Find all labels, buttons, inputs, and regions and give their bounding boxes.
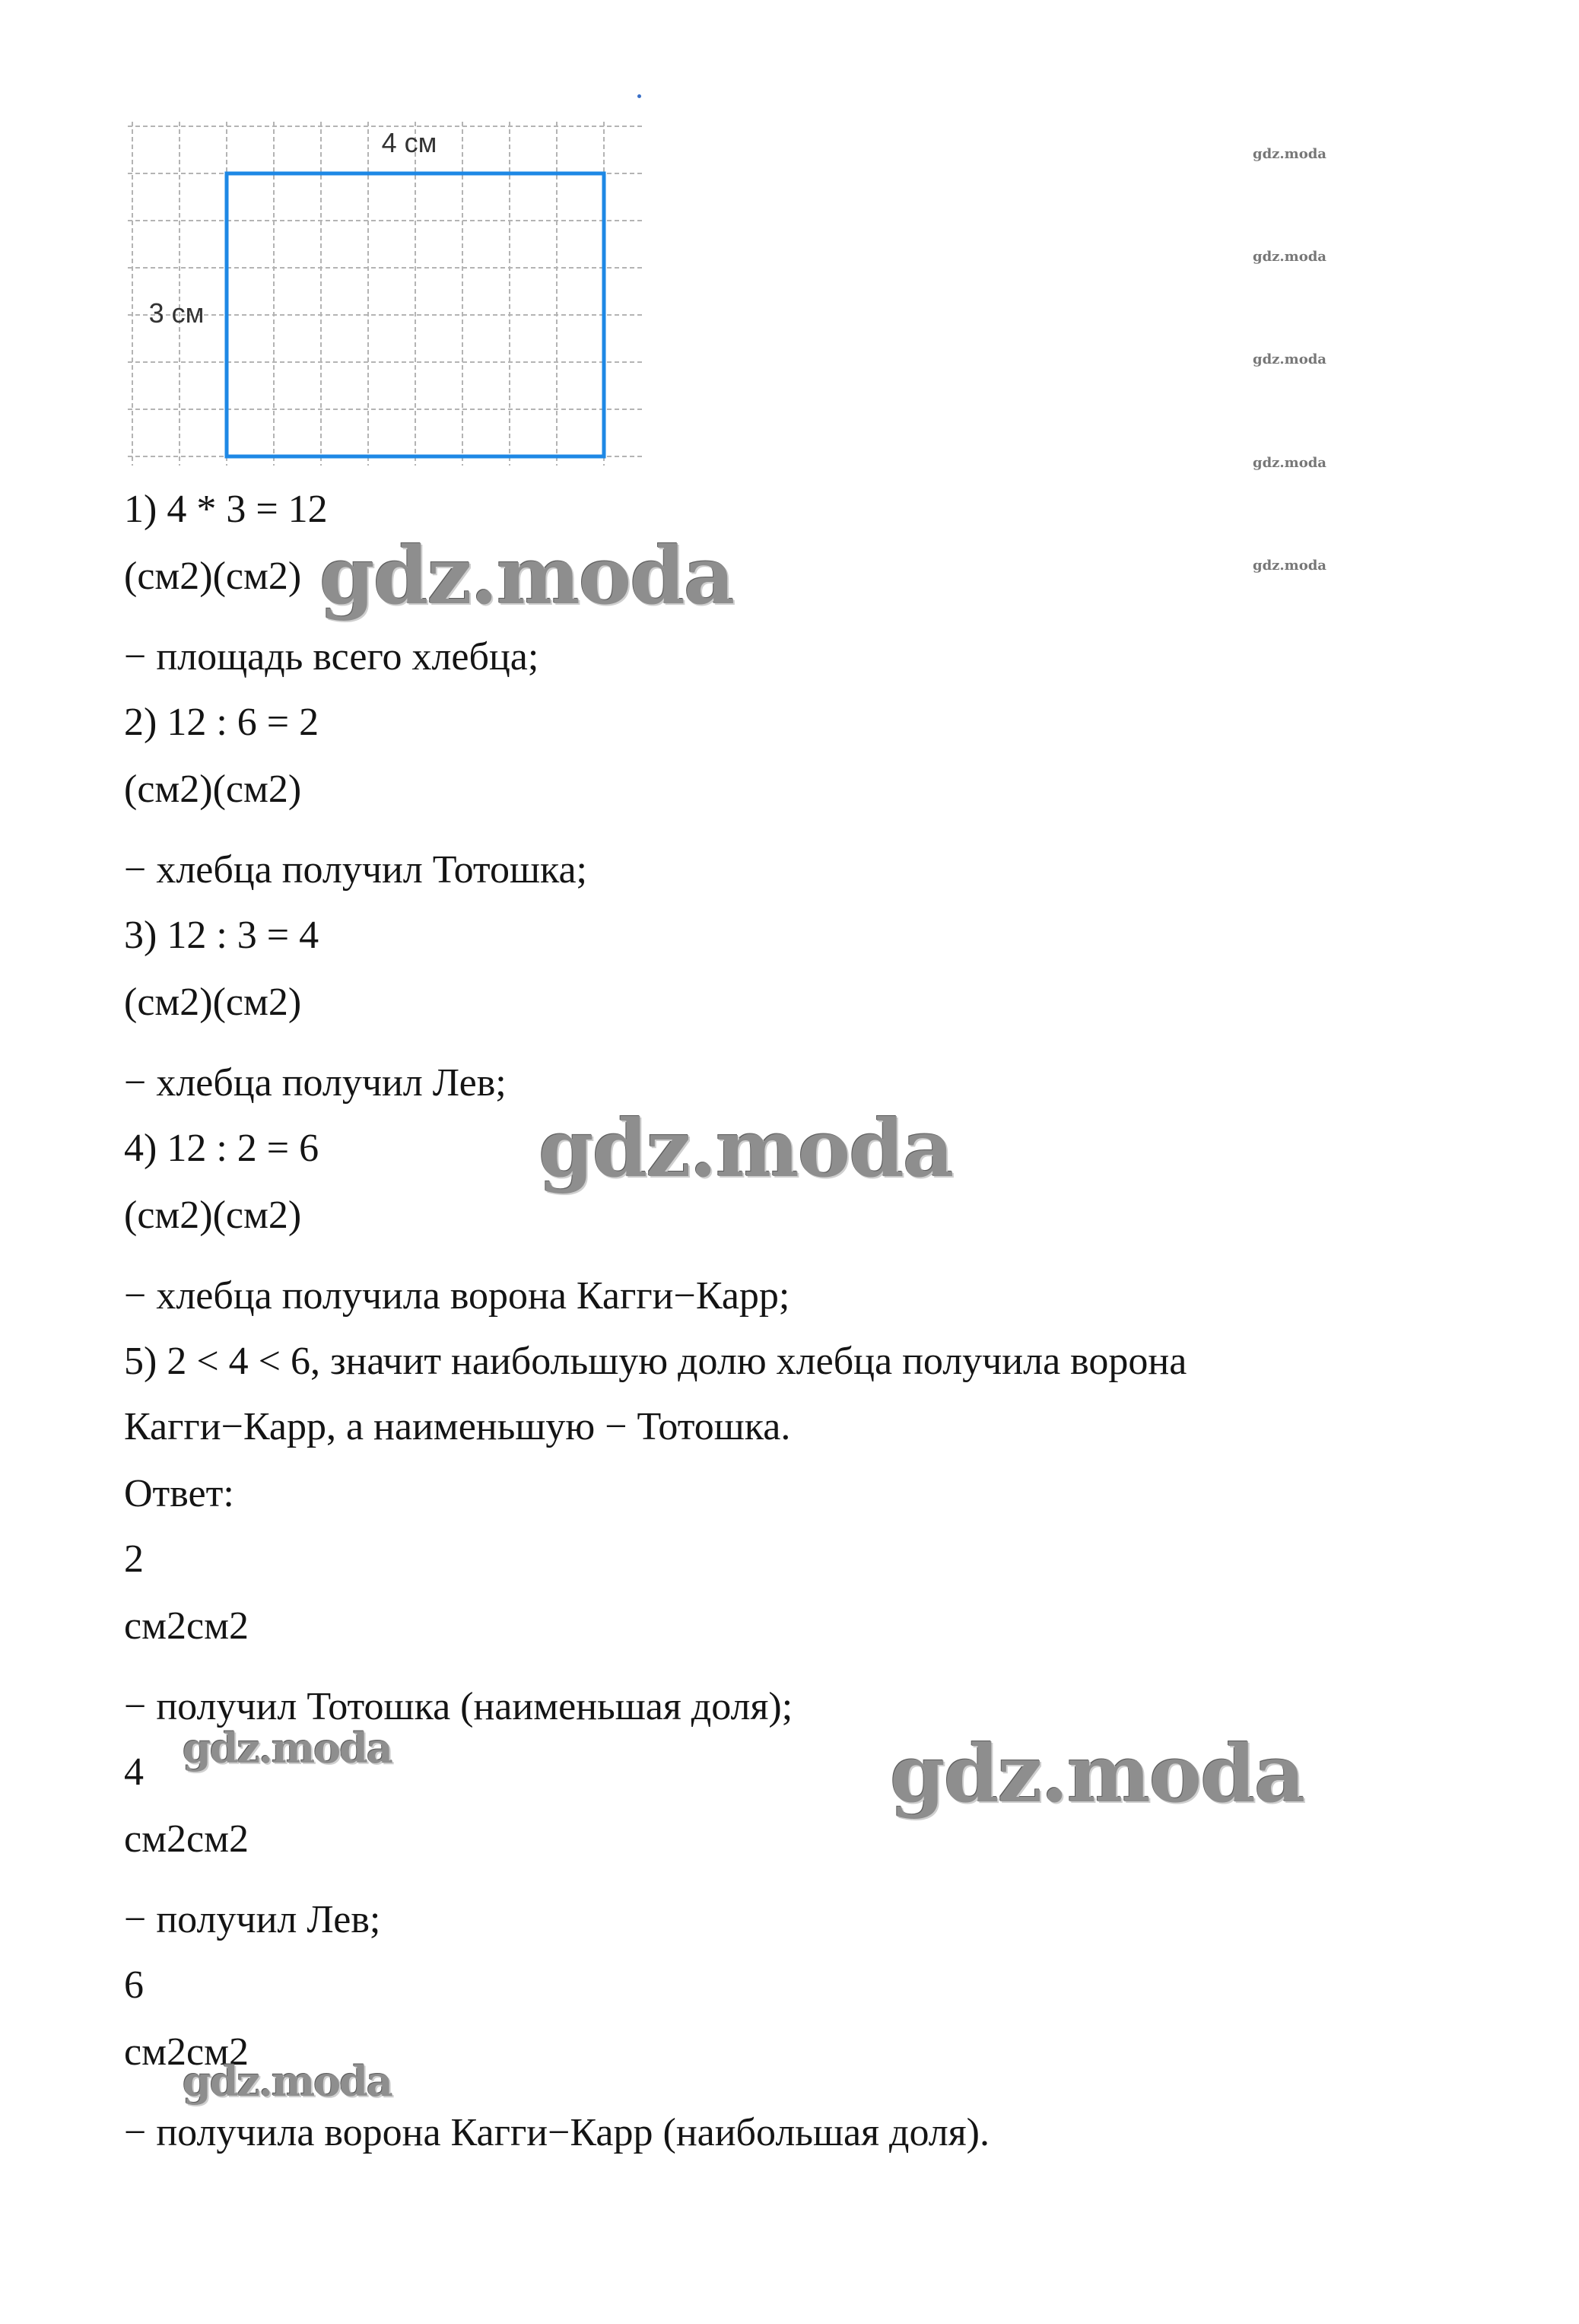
watermark-large-3: gdz.moda: [890, 1727, 1304, 1820]
line-3: − площадь всего хлебца;: [124, 635, 539, 679]
line-7: 3) 12 : 3 = 4: [124, 914, 319, 957]
line-15: Ответ:: [124, 1472, 234, 1515]
line-24: − получила ворона Кагги−Карр (наибольшая доля).: [124, 2111, 990, 2154]
line-23: см2см2: [124, 2030, 249, 2074]
line-12: − хлебца получила ворона Кагги−Карр;: [124, 1274, 790, 1318]
line-8: (см2)(см2): [124, 981, 302, 1024]
line-17: см2см2: [124, 1604, 249, 1648]
watermark-small-1: gdz.moda: [1253, 146, 1326, 162]
line-20: см2см2: [124, 1817, 249, 1861]
line-13: 5) 2 < 4 < 6, значит наибольшую долю хлебца получила ворона: [124, 1340, 1187, 1383]
watermark-small-3: gdz.moda: [1253, 351, 1326, 367]
line-14: Кагги−Карр, а наименьшую − Тотошка.: [124, 1405, 791, 1448]
line-16: 2: [124, 1537, 144, 1581]
line-9: − хлебца получил Лев;: [124, 1061, 507, 1105]
line-19: 4: [124, 1750, 144, 1794]
width-label: 4 см: [381, 127, 437, 158]
watermark-medium-2: gdz.moda: [183, 2057, 392, 2106]
line-11: (см2)(см2): [124, 1194, 302, 1237]
watermark-medium-1: gdz.moda: [183, 1724, 392, 1772]
rectangle-grid-figure: [128, 122, 642, 466]
line-4: 2) 12 : 6 = 2: [124, 701, 319, 744]
watermark-small-4: gdz.moda: [1253, 455, 1326, 471]
line-22: 6: [124, 1963, 144, 2007]
line-2: (см2)(см2): [124, 555, 302, 598]
watermark-large-2: gdz.moda: [539, 1102, 953, 1195]
watermark-small-2: gdz.moda: [1253, 249, 1326, 265]
watermark-small-5: gdz.moda: [1253, 558, 1326, 574]
stray-dot: [637, 94, 641, 98]
height-label: 3 см: [148, 297, 205, 329]
line-1: 1) 4 * 3 = 12: [124, 488, 328, 531]
line-5: (см2)(см2): [124, 768, 302, 811]
line-6: − хлебца получил Тотошка;: [124, 848, 587, 892]
watermark-large-1: gdz.moda: [319, 529, 734, 622]
line-10: 4) 12 : 2 = 6: [124, 1127, 319, 1170]
line-21: − получил Лев;: [124, 1898, 381, 1941]
line-18: − получил Тотошка (наименьшая доля);: [124, 1685, 793, 1728]
